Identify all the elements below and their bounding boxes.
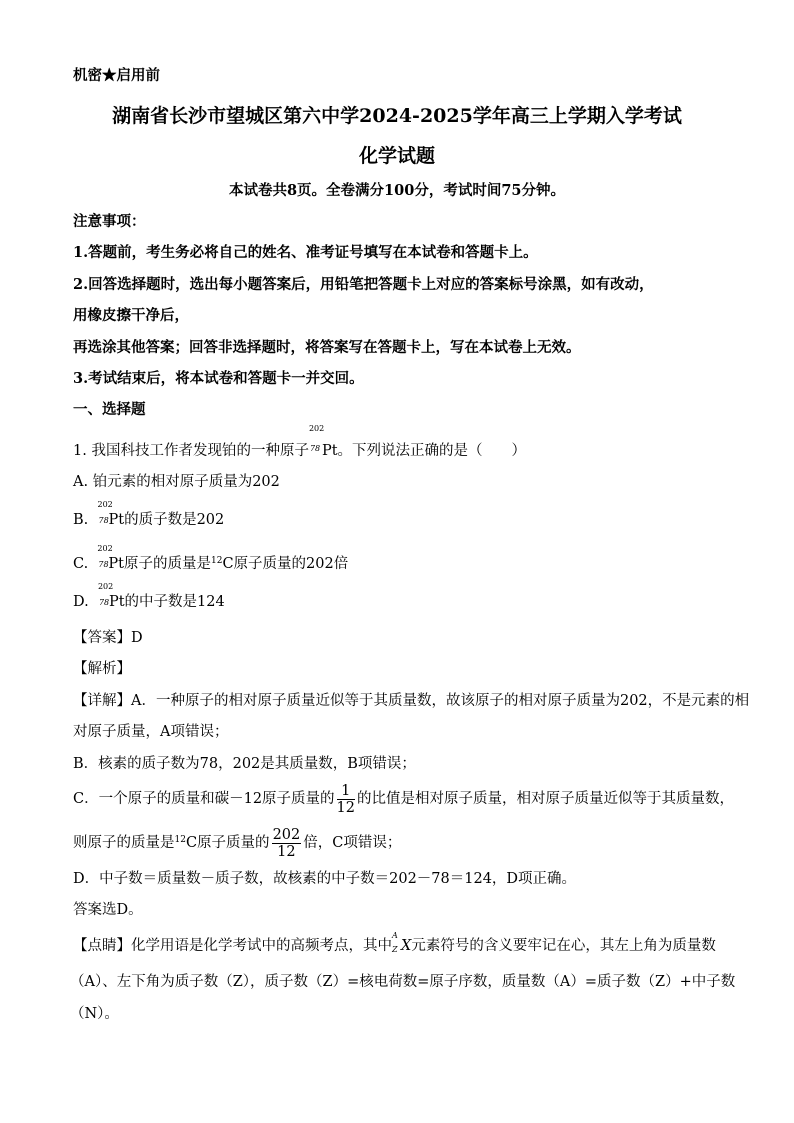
comment-line-3: （N）。	[70, 1006, 119, 1022]
detail-line-5: 则原子的质量是$^{12}$C原子质量的 $\frac{202}{12}$ 倍，C项错误；	[73, 826, 402, 860]
option-d: D. 202 78 Pt的中子数是124	[73, 582, 225, 610]
nuclide-notation: 202 78	[308, 424, 325, 453]
nuclide-notation: 202 78	[97, 500, 113, 525]
nuclide-symbol-notation: A Z X	[392, 931, 412, 954]
detail-line-1: 【详解】A．一种原子的相对原子质量近似等于其质量数，故该原子的相对原子质量为202，不是元素的相	[73, 693, 750, 709]
option-a: A. 铂元素的相对原子质量为202	[73, 474, 280, 490]
nuclide-notation: 202 78	[97, 544, 113, 569]
detail-line-2: 对原子质量，A项错误；	[73, 724, 229, 740]
comment-line-1: 【点睛】化学用语是化学考试中的高频考点，其中 A Z X元素符号的含义要牢记在心，其左上角为质量数	[73, 931, 716, 954]
section-heading: 一、选择题	[73, 401, 146, 418]
detail-line-4: C．一个原子的质量和碳－12原子质量的 $\frac{1}{12}$ 的比值是相对原子质量，相对原子质量近似等于其质量数，	[73, 782, 734, 816]
note-item-3: 3.考试结束后，将本试卷和答题卡一并交回。	[73, 370, 364, 387]
note-item-1: 1.答题前，考生务必将自己的姓名、准考证号填写在本试卷和答题卡上。	[73, 244, 538, 261]
option-c: C. 202 78 Pt原子的质量是$^{12}$C原子质量的202倍	[73, 544, 349, 572]
note-item-2: 2.回答选择题时，选出每小题答案后，用铅笔把答题卡上对应的答案标号涂黑，如有改动，	[73, 276, 654, 293]
fraction-202-12: $\frac{202}{12}$	[272, 826, 301, 860]
option-b: B. 202 78 Pt的质子数是202	[73, 500, 225, 528]
detail-line-7: 答案选D。	[73, 902, 143, 918]
subject-title: 化学试题	[358, 145, 435, 167]
notes-heading: 注意事项：	[73, 213, 146, 230]
fraction-one-twelfth: $\frac{1}{12}$	[336, 782, 355, 816]
question-stem: 1. 我国科技工作者发现铂的一种原子 202 78 Pt。下列说法正确的是（ ）	[73, 424, 527, 459]
detail-line-3: B．核素的质子数为78，202是其质量数，B项错误；	[73, 756, 416, 772]
exam-title: 湖南省长沙市望城区第六中学2024-2025学年高三上学期入学考试	[112, 105, 682, 127]
analysis-label: 【解析】	[73, 661, 131, 677]
nuclide-notation: 202 78	[97, 582, 114, 607]
detail-line-6: D．中子数＝质量数－质子数，故核素的中子数＝202－78＝124，D项正确。	[73, 871, 577, 887]
note-item-2-cont: 用橡皮擦干净后，	[73, 307, 189, 324]
exam-info: 本试卷共8页。全卷满分100分，考试时间75分钟。	[228, 182, 566, 199]
answer-label: 【答案】D	[73, 630, 143, 646]
note-item-2-cont2: 再选涂其他答案；回答非选择题时，将答案写在答题卡上，写在本试卷上无效。	[73, 339, 581, 356]
comment-line-2: （A）、左下角为质子数（Z），质子数（Z）=核电荷数=原子序数，质量数（A）=质子数（Z）+中子数	[70, 974, 736, 990]
secret-mark: 机密★启用前	[73, 67, 160, 84]
